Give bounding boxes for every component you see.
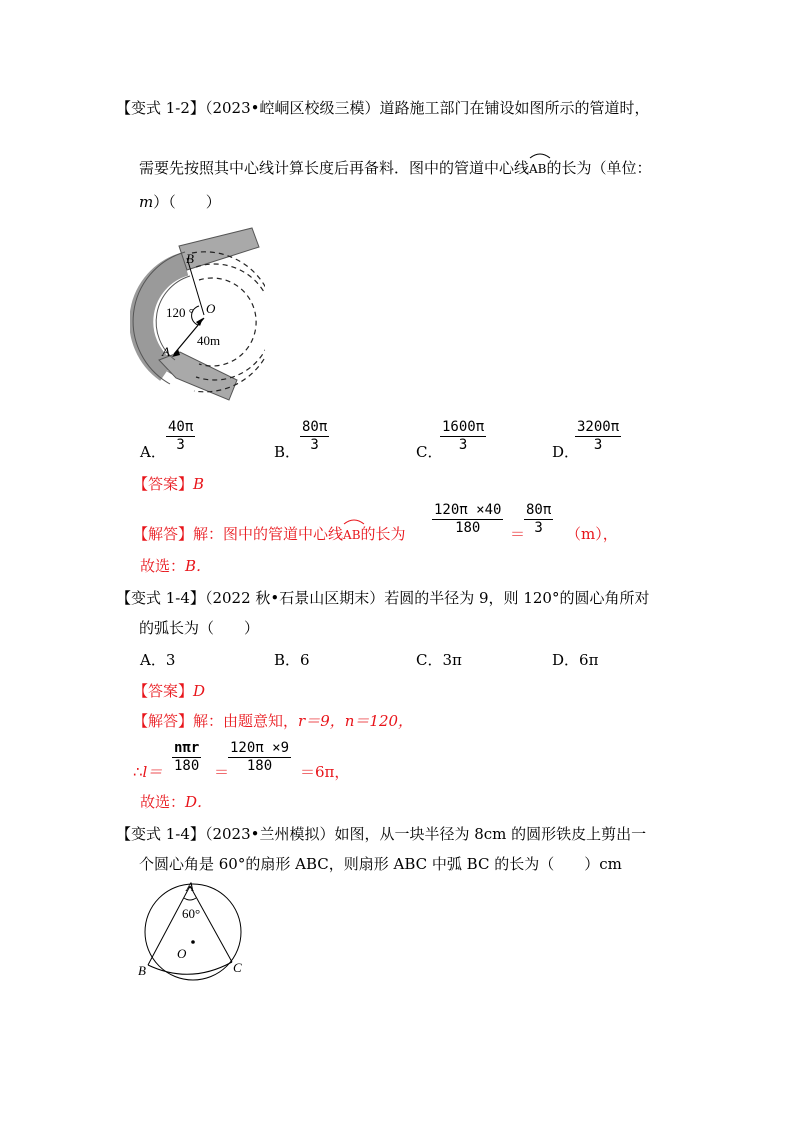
q1-option-c[interactable] (416, 442, 442, 462)
q1-solution-frac2-den: 3 (524, 519, 553, 537)
q2-eq: ＝ (214, 763, 230, 781)
q2-option-b-text: 6 (300, 651, 310, 669)
q1-option-a-num: 40π (168, 419, 194, 435)
q2-source: （2022 秋•石景山区期末） (204, 589, 385, 607)
q2-solution-n: n＝120， (344, 712, 414, 730)
label-c: C (233, 960, 242, 975)
q1-arc-name: AB (529, 162, 547, 176)
q1-stem-line2 (139, 158, 652, 179)
q1-arc-ab-label (529, 158, 546, 179)
arc-hat-icon (529, 151, 551, 159)
q2-solution-label: 【解答】 (133, 712, 194, 730)
q3-stem-line2: 个圆心角是 60°的扇形 ABC，则扇形 ABC 中弧 BC 的长为（ ）cm (139, 855, 622, 873)
q1-solution-pre: 解：图中的管道中心线 (193, 525, 344, 543)
q1-option-b-num: 80π (302, 419, 328, 435)
q3-stem-line1 (116, 824, 646, 844)
q1-solution-unit: （m）， (566, 525, 618, 543)
q2-l-eq: l＝ (142, 763, 163, 781)
q2-tag: 【变式 1-4】 (116, 589, 205, 607)
q1-option-b[interactable] (274, 442, 300, 462)
q2-result: ＝6π， (300, 763, 350, 781)
q1-option-c-frac (440, 419, 486, 454)
q1-bracket: ）（ ） (153, 193, 221, 211)
circle-o (145, 884, 241, 980)
q1-choose-label: 故选： (140, 557, 186, 575)
q2-answer (133, 681, 205, 701)
q1-solution-frac2-num: 80π (526, 502, 552, 518)
q2-option-a-text: 3 (165, 651, 176, 669)
q1-stem-text2: 需要先按照其中心线计算长度后再备料．图中的管道中心线 (139, 159, 530, 177)
q1-unit: m (139, 193, 154, 211)
q1-tag: 【变式 1-2】 (116, 99, 205, 117)
q1-answer (133, 474, 204, 494)
q1-solution-eq: ＝ (510, 525, 526, 543)
q2-option-c[interactable] (416, 650, 462, 670)
q1-option-c-den: 3 (440, 436, 486, 454)
q2-solution-r: r＝9， (298, 712, 345, 730)
q2-stem-line1 (116, 588, 649, 608)
q1-stem-text1: 道路施工部门在铺设如图所示的管道时， (379, 99, 650, 117)
q1-source: （2023•崆峒区校级三模） (204, 99, 380, 117)
label-b: B (186, 251, 194, 266)
q1-choose-value: B． (185, 557, 212, 575)
radius-40m-label: 40m (197, 333, 221, 348)
q2-choose-value: D． (185, 793, 213, 811)
q1-solution-arc-name: AB (343, 528, 361, 542)
q2-answer-value: D (193, 682, 206, 700)
q2-solution-line1 (133, 711, 413, 731)
q2-option-d-text: 6π (579, 651, 599, 669)
q1-option-d-num: 3200π (577, 419, 620, 435)
q1-solution (133, 524, 406, 545)
q2-option-d-letter: D． (552, 651, 580, 669)
center-dot (191, 940, 195, 944)
q1-option-d-frac (575, 419, 621, 454)
q3-stem-text1: 如图，从一块半径为 8cm 的圆形铁皮上剪出一 (334, 825, 647, 843)
angle-120-label: 120 ° (166, 305, 194, 320)
pipe-body (133, 228, 262, 400)
q2-stem-text1: 若圆的半径为 9，则 120°的圆心角所对 (384, 589, 650, 607)
q1-stem-text3: 的长为（单位： (546, 159, 652, 177)
label-o: O (206, 301, 216, 316)
arc-hat-icon (343, 517, 365, 525)
q1-stem-line3 (139, 192, 221, 212)
q2-solution-text1: 解：由题意知， (193, 712, 299, 730)
q2-stem-line2: 的弧长为（ ） (139, 619, 260, 637)
q1-option-c-num: 1600π (442, 419, 485, 435)
q1-option-b-letter: B． (274, 443, 301, 461)
q1-solution-frac1-num: 120π ×40 (434, 502, 502, 518)
q1-option-a-letter: A． (140, 443, 166, 461)
label-a: A (162, 344, 170, 359)
q1-solution-label: 【解答】 (133, 525, 194, 543)
q2-option-d[interactable] (552, 650, 598, 670)
label-b: B (138, 963, 146, 978)
q1-pipe-figure (130, 215, 265, 415)
q2-option-c-letter: C． (416, 651, 443, 669)
q3-sector-figure (135, 878, 255, 983)
q1-solution-frac2 (524, 502, 553, 537)
q1-option-d-letter: D． (552, 443, 580, 461)
q1-stem-line1 (116, 98, 649, 118)
q3-tag: 【变式 1-4】 (116, 825, 205, 843)
q2-frac2 (228, 740, 291, 775)
q2-frac1-num: nπr (174, 740, 200, 756)
q1-answer-label: 【答案】 (133, 475, 194, 493)
q1-option-a[interactable] (140, 442, 166, 462)
q3-source: （2023•兰州模拟） (204, 825, 335, 843)
q1-solution-arc-label (343, 524, 360, 545)
q2-option-b[interactable] (274, 650, 310, 670)
angle-60-label: 60° (182, 906, 201, 921)
q2-frac1 (172, 740, 201, 775)
q1-answer-value: B (193, 475, 205, 493)
q1-option-a-den: 3 (166, 436, 195, 454)
label-o: O (177, 946, 187, 961)
label-a: A (186, 879, 194, 894)
therefore-icon: ∴ (133, 763, 143, 781)
q1-solution-frac1-den: 180 (432, 519, 503, 537)
angle-a-mark (184, 898, 196, 900)
q1-option-b-frac (300, 419, 329, 454)
q1-choose (140, 556, 211, 576)
q2-option-b-letter: B． (274, 651, 301, 669)
q2-frac2-den: 180 (228, 757, 291, 775)
q2-solution-l (133, 762, 162, 782)
q2-answer-label: 【答案】 (133, 682, 194, 700)
q1-option-c-letter: C． (416, 443, 443, 461)
q1-solution-frac1 (432, 502, 503, 537)
q1-option-b-den: 3 (300, 436, 329, 454)
q2-frac1-den: 180 (174, 758, 200, 774)
q2-option-c-text: 3π (442, 651, 462, 669)
q1-option-a-frac (166, 419, 195, 454)
q2-choose-label: 故选： (140, 793, 186, 811)
q1-solution-mid: 的长为 (360, 525, 406, 543)
q2-option-a-letter: A． (140, 651, 166, 669)
q2-frac2-num: 120π ×9 (230, 740, 290, 756)
q1-option-d-den: 3 (575, 436, 621, 454)
q2-option-a[interactable] (140, 650, 175, 670)
q2-choose (140, 792, 212, 812)
